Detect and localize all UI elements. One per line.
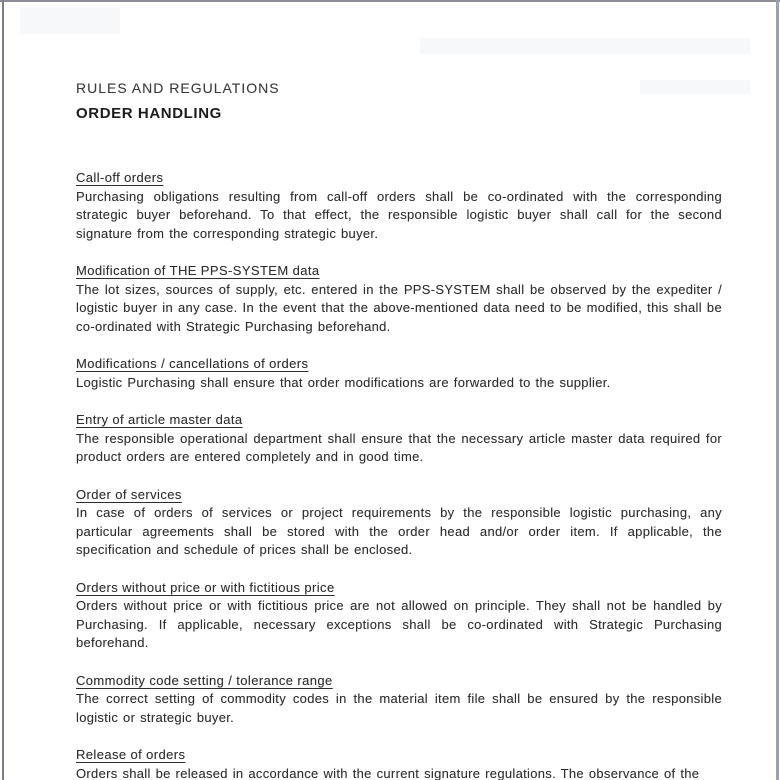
section-heading: Modifications / cancellations of orders bbox=[76, 356, 309, 371]
section-heading: Call-off orders bbox=[76, 170, 164, 185]
section-order-of-services bbox=[76, 486, 722, 560]
scan-artifact bbox=[420, 38, 750, 54]
document-title: RULES AND REGULATIONS bbox=[76, 80, 280, 96]
section-heading: Entry of article master data bbox=[76, 412, 243, 427]
scan-border-right bbox=[776, 0, 779, 780]
section-heading: Commodity code setting / tolerance range bbox=[76, 672, 333, 688]
section-call-off-orders bbox=[76, 169, 722, 243]
section-body: The correct setting of commodity codes in the material item file shall be ensured by the responsible logistic or strategic buyer. bbox=[76, 691, 722, 725]
section-body: In case of orders of services or project requirements by the responsible logistic purchasing, any particular agreements shall be stored with the order head and/or order item. If applicable, the specification and schedule of prices shall be enclosed. bbox=[76, 505, 722, 557]
section-orders-without-price bbox=[76, 579, 722, 653]
section-body: The lot sizes, sources of supply, etc. entered in the PPS-SYSTEM shall be observed by the expediter / logistic buyer in any case. In the event that the above-mentioned data need to be modified, this shall be co-ordinated with Strategic Purchasing beforehand. bbox=[76, 281, 722, 334]
section-body: Orders without price or with fictitious price are not allowed on principle. They shall not be handled by Purchasing. If applicable, necessary exceptions shall be co-ordinated with Strategic Purchasing beforehand. bbox=[76, 598, 722, 650]
section-commodity-code-setting bbox=[76, 672, 722, 728]
section-modifications-cancellations bbox=[76, 355, 722, 392]
scan-artifact bbox=[20, 8, 120, 34]
section-modification-pps-system-data bbox=[76, 262, 722, 336]
section-body: Purchasing obligations resulting from call-off orders shall be co-ordinated with the corresponding strategic buyer beforehand. To that effect, the responsible logistic buyer shall call for the second signature from the corresponding strategic buyer. bbox=[76, 188, 722, 241]
section-heading: Release of orders bbox=[76, 747, 186, 762]
section-body: Logistic Purchasing shall ensure that order modifications are forwarded to the supplier. bbox=[76, 374, 611, 390]
section-entry-article-master-data bbox=[76, 411, 722, 467]
section-heading: Modification of THE PPS-SYSTEM data bbox=[76, 263, 320, 278]
section-body: The responsible operational department shall ensure that the necessary article master data required for product orders are entered completely and in good time. bbox=[76, 430, 722, 464]
section-body: Orders shall be released in accordance with the current signature regulations. The observance of the bbox=[76, 765, 700, 780]
section-release-of-orders bbox=[76, 746, 722, 780]
section-heading: Order of services bbox=[76, 486, 182, 502]
scan-border-left bbox=[2, 0, 4, 780]
document-content bbox=[76, 79, 722, 780]
document-subtitle: ORDER HANDLING bbox=[76, 105, 222, 122]
section-heading: Orders without price or with fictitious price bbox=[76, 579, 335, 595]
scan-border-top bbox=[0, 0, 780, 2]
